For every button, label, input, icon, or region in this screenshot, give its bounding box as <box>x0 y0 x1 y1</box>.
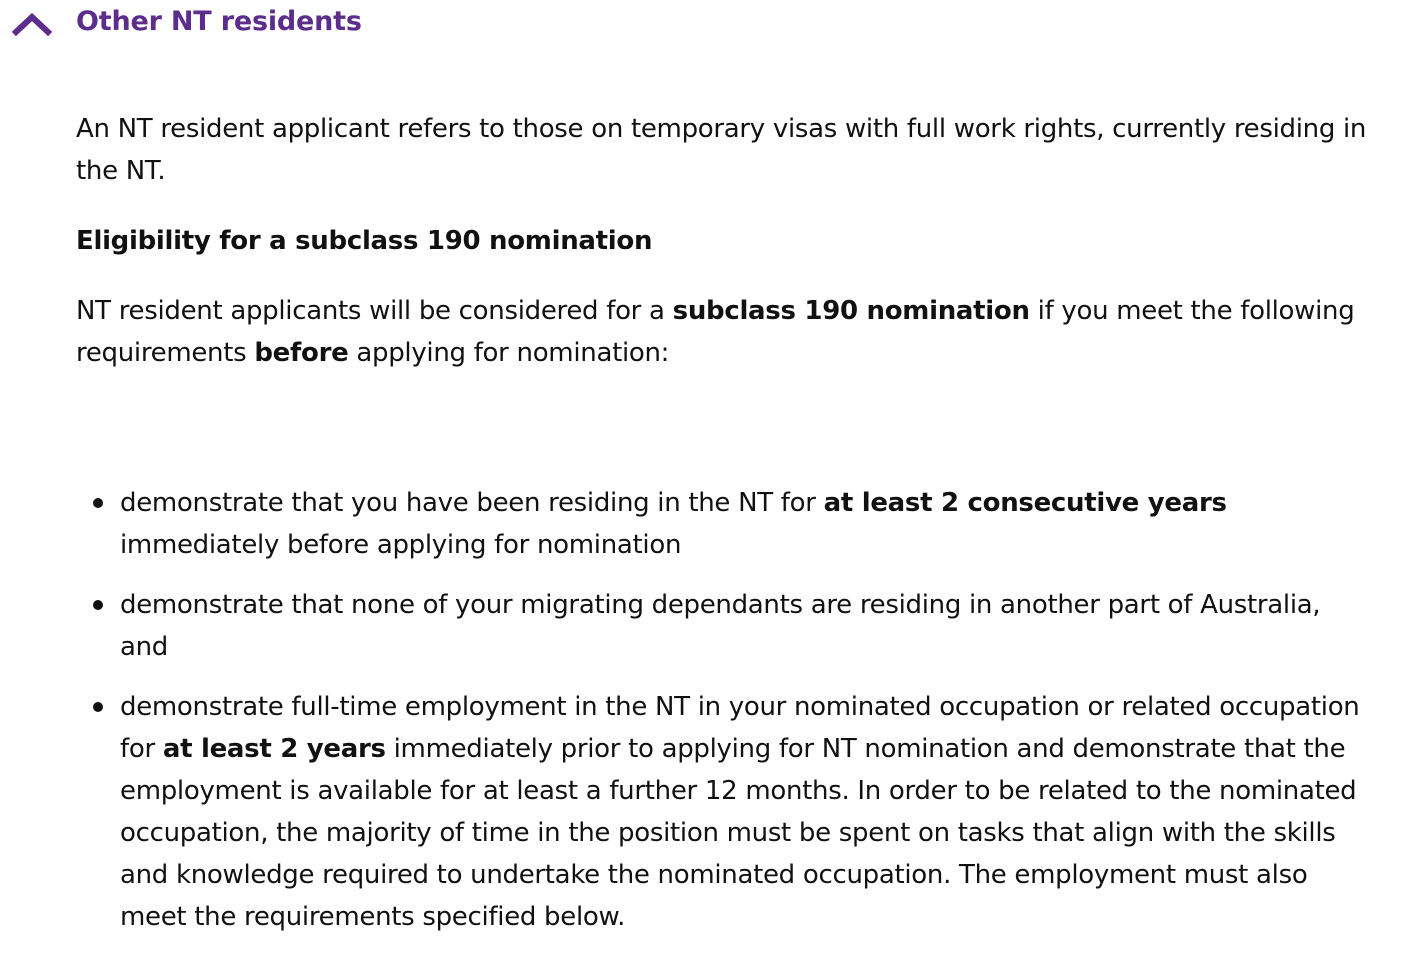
requirement-text: demonstrate that you have been residing in the NT for <box>120 488 824 518</box>
list-item <box>76 482 1376 566</box>
accordion-content <box>76 108 1376 956</box>
requirements-intro-paragraph <box>76 290 1376 374</box>
eligibility-heading: Eligibility for a subclass 190 nomination <box>76 226 653 256</box>
requirements-list <box>76 482 1376 938</box>
bullet-icon <box>93 702 103 712</box>
requirements-intro-text: applying for nomination: <box>348 338 670 368</box>
chevron-up-icon[interactable] <box>12 10 52 36</box>
list-item <box>76 584 1376 668</box>
intro-paragraph: An NT resident applicant refers to those on temporary visas with full work rights, currently residing in the NT. <box>76 114 1367 186</box>
requirement-text: demonstrate that none of your migrating dependants are residing in another part of Australia, and <box>120 590 1321 662</box>
accordion-title[interactable]: Other NT residents <box>76 6 362 37</box>
requirement-bold-text: at least 2 consecutive years <box>823 488 1227 518</box>
requirement-bold-text: at least 2 years <box>162 734 386 764</box>
accordion-header-other-nt-residents[interactable] <box>0 0 1402 50</box>
bullet-icon <box>93 498 103 508</box>
requirements-intro-bold-before: before <box>254 338 349 368</box>
requirement-text: immediately before applying for nomination <box>120 530 682 560</box>
requirements-intro-text: NT resident applicants will be considered for a <box>76 296 673 326</box>
requirement-text: demonstrate full-time employment in the NT in your nominated occupation or related occupation for <box>120 692 1360 764</box>
bullet-icon <box>93 600 103 610</box>
list-item <box>76 686 1376 938</box>
requirements-intro-text: if you meet the following requirements <box>76 296 1355 368</box>
requirement-text: immediately prior to applying for NT nomination and demonstrate that the employment is available for at least a further 12 months. In order to be related to the nominated occupation, the majority of time in the position must be spent on tasks that align with the skills and knowledge required to undertake the nominated occupation. The employment must also meet the requirements specified below. <box>120 734 1357 932</box>
requirements-intro-bold-subclass: subclass 190 nomination <box>672 296 1030 326</box>
